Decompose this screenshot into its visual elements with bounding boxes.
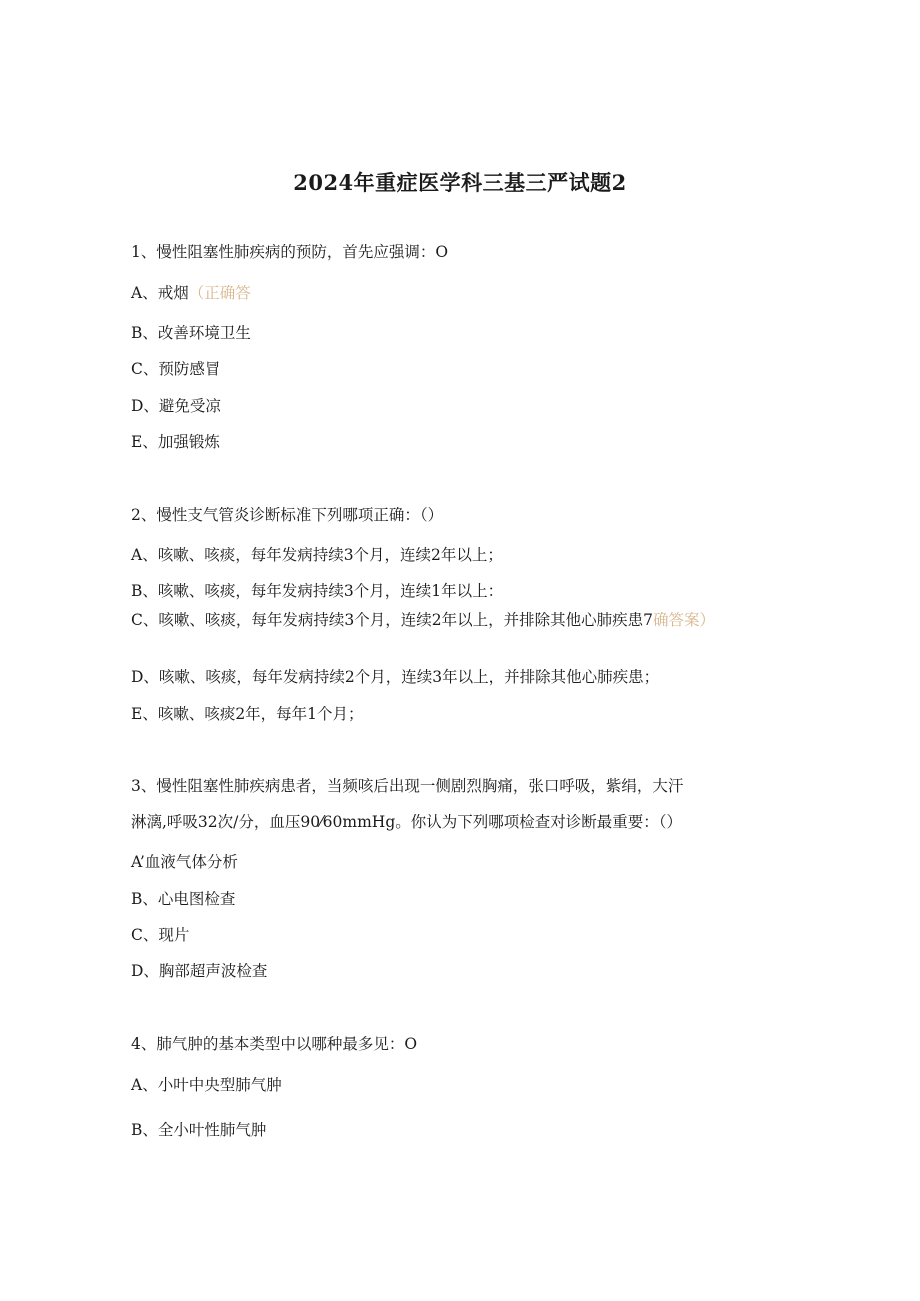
question-3-stem-line-2: 淋漓,呼吸32次/分，血压90⁄60mmHg。你认为下列哪项检查对诊断最重要：（） [131,813,682,831]
question-3-option-d: D、胸部超声波检查 [131,962,268,980]
question-1-option-a [131,282,770,304]
question-1-option-c: C、预防感冒 [131,360,221,378]
question-1-option-b: B、改善环境卫生 [131,324,251,342]
question-2-option-e: E、咳嗽、咳痰2年，每年1个月； [131,705,364,723]
question-1-stem: 1、慢性阻塞性肺疾病的预防，首先应强调：O [131,243,449,261]
question-3-option-c: C、现片 [131,926,190,944]
question-2-option-b: B、咳嗽、咳痰，每年发病持续3个月，连续1年以上： [131,582,504,600]
option-text: A、戒烟 [131,284,189,302]
question-2-option-a: A、咳嗽、咳痰，每年发病持续3个月，连续2年以上； [131,546,503,564]
question-1-option-d: D、避免受凉 [131,397,221,415]
question-2-option-d: D、咳嗽、咳痰，每年发病持续2个月，连续3年以上，并排除其他心肺疾患； [131,668,660,686]
option-text: C、咳嗽、咳痰，每年发病持续3个月，连续2年以上，并排除其他心肺疾患7 [131,611,653,629]
question-2-option-c [131,608,770,633]
question-4-option-a: A、小叶中央型肺气肿 [131,1076,282,1094]
question-3-option-b: B、心电图检查 [131,890,236,908]
question-2-stem: 2、慢性支气管炎诊断标准下列哪项正确：（） [131,506,444,524]
question-4-option-b: B、全小叶性肺气肿 [131,1121,267,1139]
question-3-stem-line-1: 3、慢性阻塞性肺疾病患者，当频咳后出现一侧剧烈胸痛，张口呼吸，紫绢，大汗 [131,777,684,795]
question-3-option-a: A’血液气体分析 [131,853,238,871]
page-title: 2024年重症医学科三基三严试题2 [293,170,627,195]
question-1-option-e: E、加强锻炼 [131,433,220,451]
answer-mark: （正确答 [188,284,251,302]
answer-mark: 确答案） [652,611,715,629]
question-4-stem: 4、肺气肿的基本类型中以哪种最多见：O [131,1035,418,1053]
